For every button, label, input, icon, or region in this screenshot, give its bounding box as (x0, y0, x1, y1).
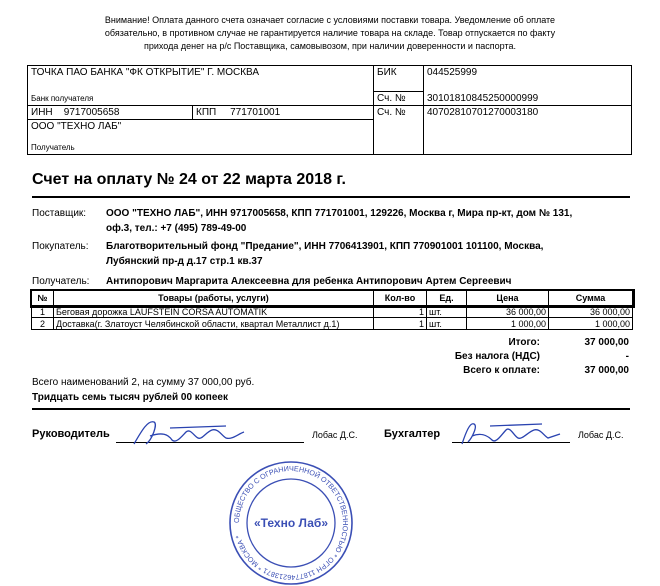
bank-label: Банк получателя (31, 94, 94, 103)
row-goods: Беговая дорожка LAUFSTEIN CORSA AUTOMATIK (54, 306, 374, 318)
accountant-label: Бухгалтер (384, 428, 441, 440)
inn-value: 9717005658 (63, 107, 120, 118)
row-sum: 36 000,00 (549, 306, 633, 318)
corr-account-value: 30101810845250000999 (424, 92, 632, 106)
stamp-outer-text: ОБЩЕСТВО С ОГРАНИЧЕННОЙ ОТВЕТСТВЕННОСТЬЮ * ОГРН 1187746213871 * МОСКВА * (231, 463, 351, 583)
col-sum: Сумма (549, 291, 633, 306)
bank-details-table (27, 65, 632, 155)
row-quantity: 1 (374, 318, 427, 330)
director-signature (128, 414, 258, 450)
inn-label: ИНН (31, 107, 53, 118)
director-name: Лобас Д.С. (312, 430, 358, 440)
recipient-name: ООО "ТЕХНО ЛАБ" (31, 121, 122, 132)
supplier-line-2: оф.3, тел.: +7 (495) 789-49-00 (106, 223, 247, 234)
items-table (31, 290, 633, 330)
kpp-cell (193, 106, 374, 120)
buyer-label: Покупатель: (32, 241, 89, 252)
account-label: Сч. № (374, 106, 424, 155)
kpp-label: КПП (196, 107, 217, 118)
notice-line-2: обязательно, в противном случае не гарантируется наличие товара на складе. Товар отпускается по факту (104, 28, 556, 38)
amount-in-words: Тридцать семь тысяч рублей 00 копеек (32, 392, 228, 403)
recipient-cell (28, 120, 374, 155)
buyer-details (106, 239, 626, 269)
col-price: Цена (467, 291, 549, 306)
recipient-label: Получатель (31, 143, 75, 152)
row-price: 36 000,00 (467, 306, 549, 318)
row-number: 2 (32, 318, 54, 330)
total-value: 37 000,00 (584, 337, 629, 348)
receiver-value: Антипорович Маргарита Алексеевна для ребенка Антипорович Артем Сергеевич (106, 276, 512, 287)
row-unit: шт. (427, 318, 467, 330)
supplier-line-1: ООО "ТЕХНО ЛАБ", ИНН 9717005658, КПП 771701001, 129226, Москва г, Мира пр-кт, дом № 131, (106, 208, 573, 219)
row-quantity: 1 (374, 306, 427, 318)
invoice-title: Счет на оплату № 24 от 22 марта 2018 г. (32, 171, 346, 188)
supplier-details (106, 206, 626, 236)
bik-label: БИК (374, 66, 424, 92)
items-header-row (32, 291, 633, 306)
due-value: 37 000,00 (584, 365, 629, 376)
table-row (32, 318, 633, 330)
kpp-value: 771701001 (230, 107, 281, 118)
col-number: № (32, 291, 54, 306)
col-unit: Ед. (427, 291, 467, 306)
accountant-name: Лобас Д.С. (578, 430, 624, 440)
row-sum: 1 000,00 (549, 318, 633, 330)
row-goods: Доставка(г. Златоуст Челябинской области, квартал Металлист д.1) (54, 318, 374, 330)
company-stamp (228, 460, 354, 586)
bik-value: 044525999 (424, 66, 632, 92)
stamp-center-text: «Техно Лаб» (254, 516, 328, 530)
bank-name-cell (28, 66, 374, 106)
table-row (32, 306, 633, 318)
inn-cell (28, 106, 193, 120)
account-value: 40702810701270003180 (424, 106, 632, 155)
vat-value: - (625, 351, 629, 362)
buyer-line-2: Лубянский пр-д д.17 стр.1 кв.37 (106, 256, 263, 267)
notice-line-1: Внимание! Оплата данного счета означает согласие с условиями поставки товара. Уведомление об оплате (104, 15, 556, 25)
row-number: 1 (32, 306, 54, 318)
notice-line-3: прихода денег на р/с Поставщика, самовывозом, при наличии доверенности и паспорта. (143, 41, 517, 51)
director-label: Руководитель (32, 428, 110, 440)
receiver-label: Получатель: (32, 276, 90, 287)
vat-label: Без налога (НДС) (454, 351, 540, 362)
col-quantity: Кол-во (374, 291, 427, 306)
row-price: 1 000,00 (467, 318, 549, 330)
payment-notice (60, 14, 600, 53)
buyer-line-1: Благотворительный фонд "Предание", ИНН 7706413901, КПП 770901001 101100, Москва, (106, 241, 544, 252)
summary-divider (32, 408, 630, 410)
accountant-signature (456, 414, 566, 450)
corr-account-label: Сч. № (374, 92, 424, 106)
title-divider (32, 196, 630, 198)
total-label: Итого: (508, 337, 540, 348)
summary-line: Всего наименований 2, на сумму 37 000,00 руб. (32, 377, 255, 388)
due-label: Всего к оплате: (463, 365, 540, 376)
row-unit: шт. (427, 306, 467, 318)
col-goods: Товары (работы, услуги) (54, 291, 374, 306)
bank-name: ТОЧКА ПАО БАНКА "ФК ОТКРЫТИЕ" Г. МОСКВА (31, 67, 260, 78)
supplier-label: Поставщик: (32, 208, 87, 219)
